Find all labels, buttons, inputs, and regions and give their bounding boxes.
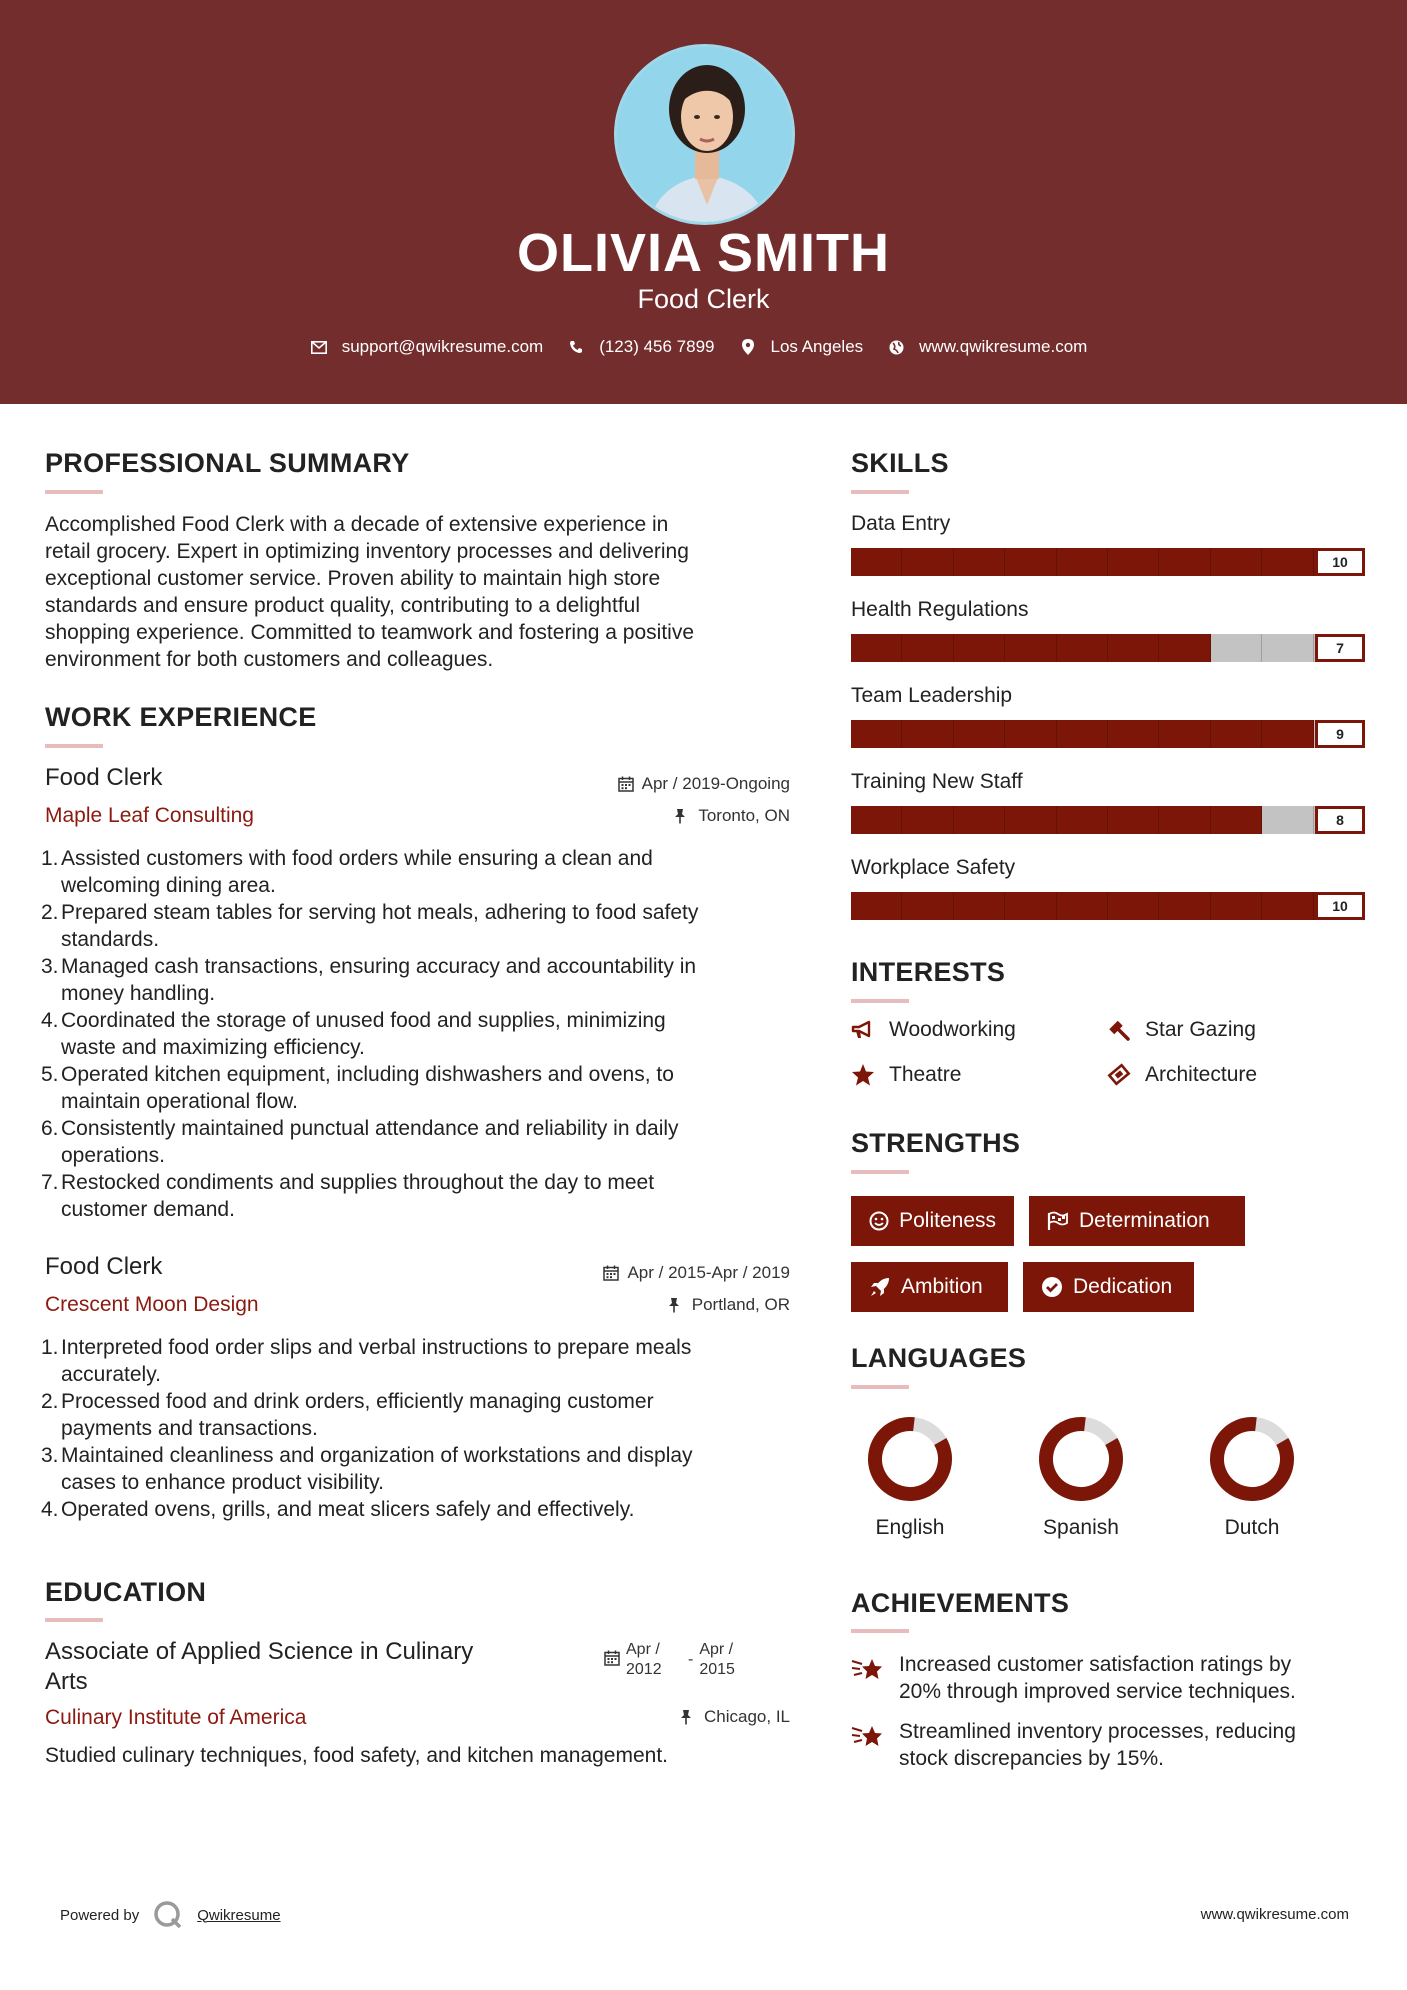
job-location — [490, 1295, 790, 1315]
skill-segment — [1057, 634, 1108, 662]
duty-item: 2. Prepared steam tables for serving hot meals, adhering to food safety standards. — [41, 901, 699, 951]
skill-segment — [1262, 892, 1313, 920]
ticket-icon — [1107, 1063, 1131, 1087]
education-dates — [604, 1640, 735, 1680]
achievement-text: Increased customer satisfaction ratings by 20% through improved service techniques. — [899, 1653, 1296, 1703]
job-duties — [43, 845, 803, 1223]
interest-item: Star Gazing — [1107, 1018, 1256, 1042]
skill-segment — [1211, 892, 1262, 920]
skill-segment — [851, 548, 902, 576]
language-name: Dutch — [1224, 1516, 1280, 1539]
skill-segment — [851, 892, 902, 920]
language-name: Spanish — [1043, 1516, 1119, 1539]
skill-segment — [954, 548, 1005, 576]
skill-bar — [851, 720, 1365, 748]
skill-segment — [954, 892, 1005, 920]
skill-segment — [902, 548, 953, 576]
candidate-role: Food Clerk — [637, 284, 770, 314]
summary-text — [45, 511, 805, 673]
language-item — [855, 1414, 965, 1540]
achievement-text: Streamlined inventory processes, reducing stock discrepancies by 15%. — [899, 1720, 1296, 1770]
skill-segment — [1159, 548, 1210, 576]
qwikresume-logo-icon — [153, 1900, 183, 1930]
summary-underline — [45, 490, 103, 494]
job-location-text: Portland, OR — [691, 1295, 790, 1314]
calendar-icon — [603, 1265, 619, 1281]
duty-item: 5. Operated kitchen equipment, including dishwashers and ovens, to maintain operational flow. — [41, 1063, 674, 1113]
job-title: Food Clerk — [45, 1253, 163, 1280]
location-text: Los Angeles — [770, 337, 864, 356]
skills-underline — [851, 490, 909, 494]
strength-badge: Ambition — [851, 1262, 1008, 1312]
skill-segment — [902, 892, 953, 920]
job-duties — [43, 1334, 803, 1523]
shooting-star-icon — [851, 1720, 885, 1750]
date-separator: - — [688, 1651, 694, 1668]
language-donut — [1207, 1414, 1297, 1504]
summary-line: exceptional customer service. Proven ability to maintain high store — [45, 567, 661, 590]
language-name: English — [875, 1516, 945, 1539]
contact-website[interactable] — [887, 337, 1087, 357]
duty-item: 4. Operated ovens, grills, and meat slicers safely and effectively. — [41, 1498, 635, 1521]
megaphone-icon — [851, 1018, 875, 1042]
skill-score: 10 — [1315, 892, 1365, 920]
skill-segment — [1262, 720, 1313, 748]
interests-heading: INTERESTS — [851, 957, 1006, 987]
shooting-star-icon — [851, 1653, 885, 1683]
skill-segment — [902, 806, 953, 834]
smile-icon — [869, 1210, 889, 1232]
interests-underline — [851, 999, 909, 1003]
powered-by-label: Powered by — [60, 1906, 140, 1924]
language-item — [1026, 1414, 1136, 1540]
profile-photo — [614, 44, 795, 225]
education-underline — [45, 1618, 103, 1622]
languages-underline — [851, 1385, 909, 1389]
skill-segment — [1057, 720, 1108, 748]
skill-segment — [1005, 806, 1056, 834]
summary-line: Accomplished Food Clerk with a decade of extensive experience in — [45, 513, 669, 536]
skill-segment — [1262, 548, 1313, 576]
summary-line: standards and ensure product quality, contributing to a delightful — [45, 594, 640, 617]
website-text: www.qwikresume.com — [919, 337, 1088, 356]
contact-bar — [0, 337, 1407, 357]
skill-segment — [1108, 806, 1159, 834]
pushpin-icon — [674, 808, 690, 824]
job-location — [490, 806, 790, 826]
skill-score: 7 — [1315, 634, 1365, 662]
job-date-text: Apr / 2019-Ongoing — [641, 774, 790, 793]
calendar-icon — [604, 1650, 620, 1672]
rocket-icon — [869, 1276, 891, 1298]
education-heading: EDUCATION — [45, 1577, 207, 1607]
pushpin-icon — [680, 1709, 696, 1725]
pushpin-icon — [668, 1297, 684, 1313]
skill-bar — [851, 892, 1365, 920]
duty-item: 2. Processed food and drink orders, efficiently managing customer payments and transactions. — [41, 1390, 654, 1440]
skill-segment — [902, 720, 953, 748]
duty-item: 3. Maintained cleanliness and organization of workstations and display cases to enhance product visibility. — [41, 1444, 693, 1494]
education-start: Apr / 2012 — [626, 1641, 662, 1678]
skill-bar — [851, 548, 1365, 576]
skill-segment — [954, 634, 1005, 662]
skill-bar — [851, 806, 1365, 834]
duty-item: 3. Managed cash transactions, ensuring accuracy and accountability in money handling. — [41, 955, 697, 1005]
skill-label: Data Entry — [851, 512, 951, 535]
skill-label: Workplace Safety — [851, 856, 1016, 879]
skill-segment — [1005, 548, 1056, 576]
company-name: Maple Leaf Consulting — [45, 804, 254, 827]
phone-text: (123) 456 7899 — [599, 337, 715, 356]
interest-item: Woodworking — [851, 1018, 1016, 1042]
flag-icon — [1047, 1210, 1069, 1232]
skill-segment — [1262, 806, 1313, 834]
job-title: Food Clerk — [45, 764, 163, 791]
skill-segment — [1108, 720, 1159, 748]
map-pin-icon — [739, 338, 757, 356]
languages-heading: LANGUAGES — [851, 1343, 1027, 1373]
donut-fill — [1036, 1414, 1126, 1504]
experience-underline — [45, 744, 103, 748]
strengths-heading: STRENGTHS — [851, 1128, 1021, 1158]
donut-fill — [865, 1414, 955, 1504]
contact-location — [739, 337, 864, 357]
skill-segment — [1057, 806, 1108, 834]
interest-item: Theatre — [851, 1063, 961, 1087]
skill-segment — [1262, 634, 1313, 662]
skill-segment — [1108, 548, 1159, 576]
contact-email[interactable] — [310, 337, 544, 357]
contact-phone[interactable] — [567, 337, 714, 357]
gavel-icon — [1107, 1018, 1131, 1042]
duty-item: 7. Restocked condiments and supplies throughout the day to meet customer demand. — [41, 1171, 655, 1221]
strength-badge: Determination — [1029, 1196, 1245, 1246]
education-description: Studied culinary techniques, food safety, and kitchen management. — [45, 1744, 668, 1767]
skill-segment — [902, 634, 953, 662]
summary-line: retail grocery. Expert in optimizing inventory processes and delivering — [45, 540, 689, 563]
summary-line: shopping experience. Committed to teamwork and fostering a positive — [45, 621, 695, 644]
skill-segment — [1211, 720, 1262, 748]
duty-item: 1. Assisted customers with food orders while ensuring a clean and welcoming dining area. — [41, 847, 653, 897]
duty-item: 1. Interpreted food order slips and verbal instructions to prepare meals accurately. — [41, 1336, 692, 1386]
phone-icon — [567, 338, 585, 356]
skill-label: Team Leadership — [851, 684, 1013, 707]
job-date — [490, 1263, 790, 1283]
star-icon — [851, 1063, 875, 1087]
achievement-item — [851, 1718, 1371, 1772]
email-text: support@qwikresume.com — [341, 337, 544, 356]
skill-score: 10 — [1315, 548, 1365, 576]
footer-website[interactable]: www.qwikresume.com — [1200, 1906, 1349, 1923]
job-date-text: Apr / 2015-Apr / 2019 — [627, 1263, 790, 1282]
skill-segment — [1108, 892, 1159, 920]
skill-segment — [851, 806, 902, 834]
company-name: Crescent Moon Design — [45, 1293, 259, 1316]
skill-segment — [1211, 634, 1262, 662]
job-location-text: Toronto, ON — [698, 806, 790, 825]
language-item — [1197, 1414, 1307, 1540]
qwikresume-link[interactable]: Qwikresume — [197, 1906, 281, 1924]
skill-segment — [1211, 548, 1262, 576]
skill-segment — [1159, 806, 1210, 834]
achievement-item — [851, 1651, 1371, 1705]
language-donut — [865, 1414, 955, 1504]
envelope-icon — [310, 338, 328, 356]
achievements-heading: ACHIEVEMENTS — [851, 1588, 1070, 1618]
school-name: Culinary Institute of America — [45, 1706, 307, 1729]
skill-segment — [1057, 548, 1108, 576]
skill-segment — [1159, 720, 1210, 748]
skill-segment — [1108, 634, 1159, 662]
calendar-icon — [618, 776, 634, 792]
education-end: Apr / 2015 — [699, 1641, 735, 1678]
skills-heading: SKILLS — [851, 448, 949, 478]
skill-segment — [1057, 892, 1108, 920]
globe-icon — [887, 338, 905, 356]
check-circle-icon — [1041, 1276, 1063, 1298]
skill-score: 9 — [1315, 720, 1365, 748]
strength-badge: Politeness — [851, 1196, 1014, 1246]
skill-label: Training New Staff — [851, 770, 1023, 793]
skill-label: Health Regulations — [851, 598, 1029, 621]
summary-heading: PROFESSIONAL SUMMARY — [45, 448, 410, 478]
education-location-text: Chicago, IL — [704, 1707, 790, 1726]
skill-segment — [954, 720, 1005, 748]
header-banner — [0, 0, 1407, 404]
skill-bar — [851, 634, 1365, 662]
experience-heading: WORK EXPERIENCE — [45, 702, 317, 732]
education-location — [490, 1707, 790, 1727]
summary-line: environment for both customers and colleagues. — [45, 648, 494, 671]
footer-branding — [60, 1900, 281, 1930]
skill-score: 8 — [1315, 806, 1365, 834]
achievements-underline — [851, 1629, 909, 1633]
skill-segment — [1005, 892, 1056, 920]
duty-item: 4. Coordinated the storage of unused food and supplies, minimizing waste and maximizing efficiency. — [41, 1009, 666, 1059]
skill-segment — [954, 806, 1005, 834]
skill-segment — [1159, 892, 1210, 920]
language-donut — [1036, 1414, 1126, 1504]
skill-segment — [1005, 634, 1056, 662]
skill-segment — [1159, 634, 1210, 662]
strength-badge: Dedication — [1023, 1262, 1194, 1312]
skill-segment — [851, 634, 902, 662]
strengths-underline — [851, 1170, 909, 1174]
duty-item: 6. Consistently maintained punctual attendance and reliability in daily operations. — [41, 1117, 679, 1167]
donut-fill — [1207, 1414, 1297, 1504]
candidate-name: OLIVIA SMITH — [517, 223, 890, 283]
job-date — [490, 774, 790, 794]
interest-item: Architecture — [1107, 1063, 1257, 1087]
skill-segment — [1005, 720, 1056, 748]
skill-segment — [1211, 806, 1262, 834]
degree-title: Associate of Applied Science in Culinary Arts — [45, 1638, 474, 1695]
skill-segment — [851, 720, 902, 748]
